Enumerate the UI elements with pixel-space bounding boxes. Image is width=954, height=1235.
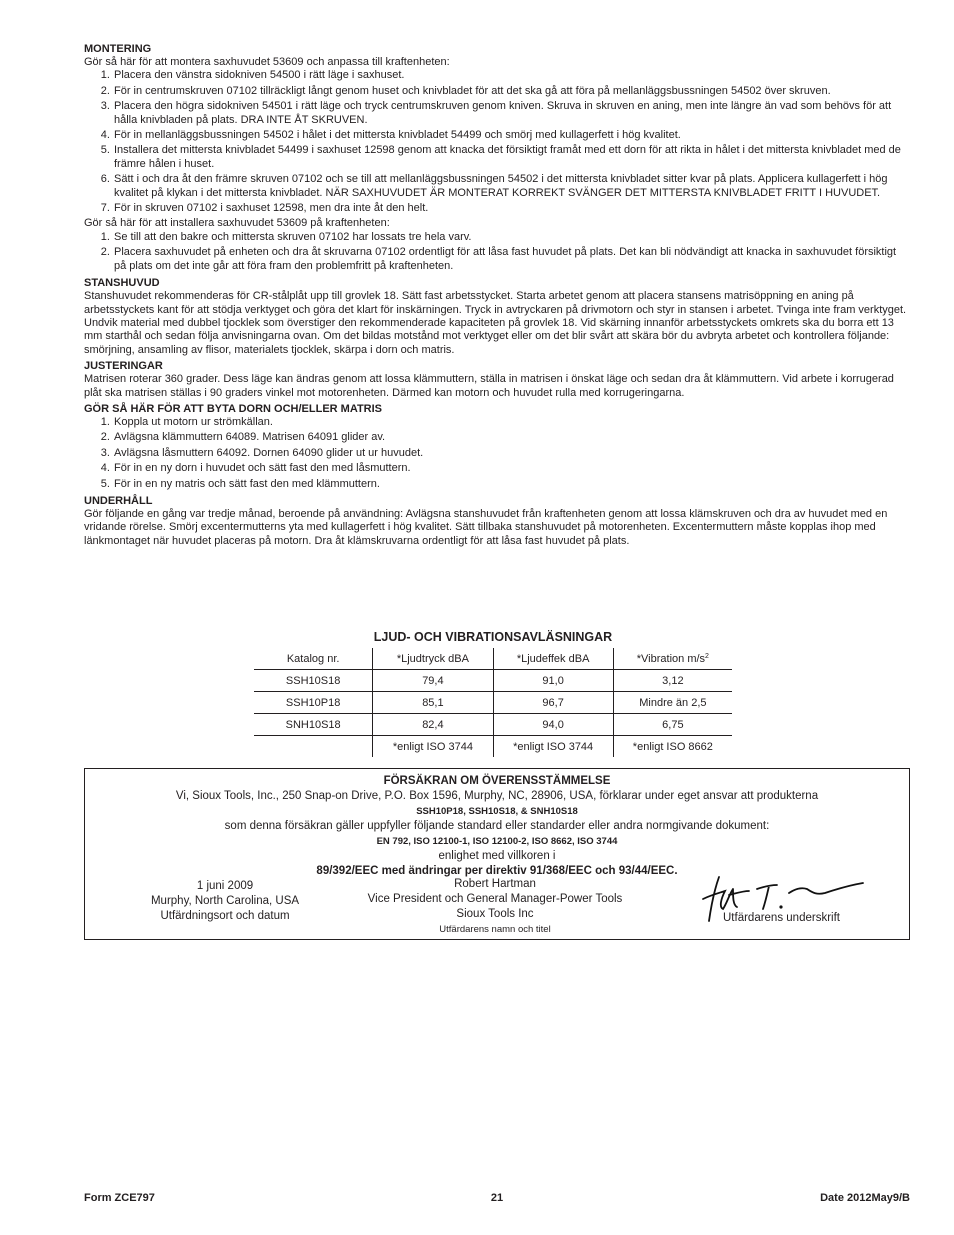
- footer-page-number: 21: [490, 1192, 504, 1204]
- table-cell: *enligt ISO 3744: [373, 736, 493, 758]
- table-cell: 82,4: [373, 714, 493, 736]
- table-cell: *enligt ISO 8662: [613, 736, 732, 758]
- table-header-cell: *Ljudtryck dBA: [373, 648, 493, 670]
- declaration-directives: 89/392/EEC med ändringar per direktiv 91/368/EEC och 93/44/EEC.: [316, 865, 678, 877]
- declaration-box: [84, 768, 910, 940]
- table-cell: [254, 736, 373, 758]
- table-row: [254, 670, 732, 692]
- list-item: 6. Sätt i och dra åt den främre skruven 07102 och se till att mellanläggsbussningen 54502 i det mittersta knivbladet sitter kvar på plats. Applicera kullagerfett i hög kvalitet på klykan i det mittersta knivbladet. NÄR SAXHUVUDET ÄR MONTERAT KORREKT SVÄNGER DET MITTERSTA KNIVBLADET FRITT I HUVUDET.: [113, 173, 910, 200]
- list-item: 2. Avlägsna klämmuttern 64089. Matrisen 64091 glider av.: [113, 431, 910, 444]
- table-cell: 6,75: [613, 714, 732, 736]
- declaration-line-1: Vi, Sioux Tools, Inc., 250 Snap-on Drive, P.O. Box 1596, Murphy, NC, 28906, USA, förklarar under eget ansvar att produkterna: [175, 790, 819, 802]
- list-item: 5. Installera det mittersta knivbladet 54499 i saxhuset 12598 genom att knacka det försiktigt framåt med ett dorn för att rikta in hålet i det mittersta knivbladet med de främre hålen i huset.: [113, 144, 910, 171]
- declaration-standards: EN 792, ISO 12100-1, ISO 12100-2, ISO 8662, ISO 3744: [376, 836, 618, 847]
- sound-vibration-table: [254, 648, 732, 757]
- declaration-place-label: Utfärdningsort och datum: [160, 910, 290, 922]
- justeringar-text: Matrisen roterar 360 grader. Dess läge kan ändras genom att lossa klämmuttern, ställa in matrisen i önskat läge och sedan dra åt klämmuttern. Vid arbete i korrugerad plåt ska matrisen ställas i 90 graders vinkel mot motorenheten. Därmed kan motorn och huvudet rulla med korrugeringarna.: [84, 373, 894, 399]
- section-heading-justeringar: JUSTERINGAR: [84, 360, 163, 373]
- footer-date: Date 2012May9/B: [820, 1192, 910, 1204]
- list-item: 1. Placera den vänstra sidokniven 54500 i rätt läge i saxhuset.: [113, 69, 910, 82]
- table-header-cell: *Ljudeffek dBA: [493, 648, 613, 670]
- list-item: 3. Placera den högra sidokniven 54501 i rätt läge och tryck centrumskruven genom kniven. Skruva in skruven en aning, men inte längre än vad som behövs för att hålla knivbladen på plats. DRA INTE ÅT SKRUVEN.: [113, 100, 910, 127]
- stanshuvud-text: Stanshuvudet rekommenderas för CR-stålplåt upp till grovlek 18. Sätt fast arbetsstycket. Starta arbetet genom att placera stansens matrisöppning en aning på arbetsstyckets kant för att stödja verktyget och göra det klart för inskärningen. Tryck in avtryckaren på drivmotorn och styr in stansen i arbetet. Tvinga inte fram verktyget. Undvik material med dubbel tjocklek som överstiger den rekommenderade kapaciteten på grovlek 18. Vid skärning innanför arbetsstyckets omkrets ska du borra ett 13 mm starthål och sedan följa anvisningarna ovan. Om det bildas motstånd mot verktyget eller om det blir svårt att skära bör du avbryta arbetet och kontrollera följande: smörjning, ansamling av flisor, materialets tjocklek, skärpa i dorn och matris.: [84, 290, 907, 356]
- table-cell: Mindre än 2,5: [613, 692, 732, 714]
- table-cell: SSH10S18: [254, 670, 373, 692]
- declaration-place: Murphy, North Carolina, USA: [150, 895, 300, 907]
- section-heading-montering: MONTERING: [84, 43, 152, 55]
- montering-intro-1: Gör så här för att montera saxhuvudet 53609 och anpassa till kraftenheten:: [84, 56, 450, 68]
- issuer-name-label: Utfärdarens namn och titel: [439, 924, 551, 935]
- section-heading-stanshuvud: STANSHUVUD: [84, 277, 160, 290]
- table-cell: 85,1: [373, 692, 493, 714]
- vibration-header-text: *Vibration m/s: [636, 652, 706, 665]
- table-row: [254, 714, 732, 736]
- table-header-cell: [613, 648, 732, 670]
- issuer-name: Robert Hartman: [454, 878, 536, 890]
- issuer-role: Vice President och General Manager-Power Tools: [367, 893, 623, 905]
- declaration-issuer: [335, 877, 655, 937]
- vibration-header-superscript: 2: [705, 652, 709, 660]
- section-heading-underhall: UNDERHÅLL: [84, 494, 153, 507]
- list-item: 2. Placera saxhuvudet på enheten och dra åt skruvarna 07102 ordentligt för att låsa fast huvudet på plats. Det kan bli nödvändigt att knacka in saxhuvudet försiktigt på plats om det inte går att föra fram den problemfritt på kraftenheten.: [113, 246, 910, 273]
- sound-table-title: LJUD- OCH VIBRATIONSAVLÄSNINGAR: [373, 630, 613, 644]
- table-footnote-row: [254, 736, 732, 758]
- list-item: 4. För in mellanläggsbussningen 54502 i hålet i det mittersta knivbladet 54499 och smörj med kullagerfett i hög kvalitet.: [113, 129, 910, 142]
- signature-label: Utfärdarens underskrift: [723, 912, 840, 924]
- table-cell: *enligt ISO 3744: [493, 736, 613, 758]
- document-body: [84, 41, 910, 548]
- table-cell: SSH10P18: [254, 692, 373, 714]
- issuer-company: Sioux Tools Inc: [456, 908, 534, 920]
- list-item: 1. Koppla ut motorn ur strömkällan.: [113, 416, 910, 429]
- table-cell: 79,4: [373, 670, 493, 692]
- list-item: 1. Se till att den bakre och mittersta skruven 07102 har lossats tre hela varv.: [113, 231, 910, 244]
- declaration-issue-info: [115, 879, 335, 924]
- montering-steps-2: [84, 231, 910, 273]
- declaration-date: 1 juni 2009: [196, 880, 254, 892]
- montering-steps-1: [84, 69, 910, 215]
- declaration-products: SSH10P18, SSH10S18, & SNH10S18: [416, 806, 578, 817]
- list-item: 7. För in skruven 07102 i saxhuset 12598, men dra inte åt den helt.: [113, 202, 910, 215]
- table-header-row: [254, 648, 732, 670]
- montering-intro-2: Gör så här för att installera saxhuvudet 53609 på kraftenheten:: [84, 217, 390, 230]
- declaration-line-2: som denna försäkran gäller uppfyller följande standard eller standarder eller andra normgivande dokument:: [224, 820, 770, 832]
- table-cell: 96,7: [493, 692, 613, 714]
- list-item: 3. Avlägsna låsmuttern 64092. Dornen 64090 glider ut ur huvudet.: [113, 447, 910, 460]
- table-header-cell: Katalog nr.: [254, 648, 373, 670]
- section-heading-byta: GÖR SÅ HÄR FÖR ATT BYTA DORN OCH/ELLER MATRIS: [84, 402, 383, 415]
- list-item: 4. För in en ny dorn i huvudet och sätt fast den med låsmuttern.: [113, 462, 910, 475]
- table-cell: 3,12: [613, 670, 732, 692]
- list-item: 5. För in en ny matris och sätt fast den med klämmuttern.: [113, 478, 910, 491]
- table-cell: SNH10S18: [254, 714, 373, 736]
- table-cell: 94,0: [493, 714, 613, 736]
- table-cell: 91,0: [493, 670, 613, 692]
- declaration-title: FÖRSÄKRAN OM ÖVERENSSTÄMMELSE: [383, 775, 611, 787]
- table-row: [254, 692, 732, 714]
- footer-form-number: Form ZCE797: [84, 1192, 155, 1204]
- byta-steps: [84, 416, 910, 491]
- underhall-text: Gör följande en gång var tredje månad, beroende på användning: Avlägsna stanshuvudet från kraftenheten genom att lossa klämskruven och dra av huvudet med en vridande rörelse. Smörj excentermutterns yta med kullagerfett i hög kvalitet. Sätt tillbaka stanshuvudet på motorenheten. Excentermuttern måste kopplas ihop med länkmontaget när huvudet placeras på motorn. Dra åt klämskruvarna ordentligt för att låsa fast huvudet på plats.: [84, 507, 888, 547]
- declaration-line-3: enlighet med villkoren i: [438, 850, 556, 862]
- list-item: 2. För in centrumskruven 07102 tillräckligt långt genom huset och knivbladet för att det ska gå att föra på mellanläggsbussningen 54502 över skruven.: [113, 85, 910, 98]
